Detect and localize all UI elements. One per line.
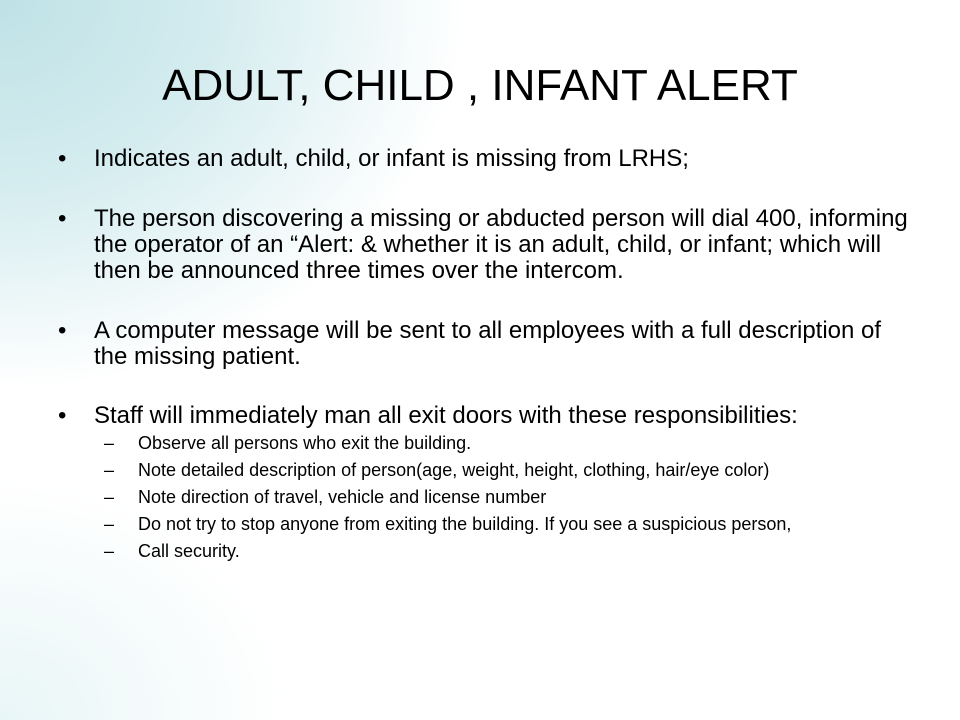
sub-bullet-marker: – xyxy=(104,460,115,480)
bullet-item xyxy=(58,403,918,429)
bullet-list xyxy=(58,146,918,561)
bullet-item xyxy=(58,206,918,284)
bullet-text: The person discovering a missing or abducted person will dial 400, informing the operator of an “Alert: & whether it is an adult, child, or infant; which will then be announced three times over the intercom. xyxy=(94,205,908,284)
slide-title: ADULT, CHILD , INFANT ALERT xyxy=(162,61,798,110)
bullet-item xyxy=(58,318,918,370)
sub-bullet-marker: – xyxy=(104,541,115,561)
sub-bullet-marker: – xyxy=(104,433,115,453)
sub-bullet-list xyxy=(58,433,918,561)
bullet-text: Indicates an adult, child, or infant is missing from LRHS; xyxy=(94,145,689,172)
bullet-marker: • xyxy=(58,317,67,344)
sub-bullet-item xyxy=(104,460,918,480)
sub-bullet-item xyxy=(104,433,918,453)
bullet-marker: • xyxy=(58,205,67,232)
bullet-item xyxy=(58,146,918,172)
sub-bullet-text: Observe all persons who exit the building. xyxy=(138,433,472,453)
bullet-text: A computer message will be sent to all employees with a full description of the missing patient. xyxy=(94,317,882,370)
sub-bullet-text: Note detailed description of person(age, weight, height, clothing, hair/eye color) xyxy=(138,460,770,480)
bullet-marker: • xyxy=(58,145,67,172)
sub-bullet-item xyxy=(104,487,918,507)
sub-bullet-marker: – xyxy=(104,514,115,534)
sub-bullet-text: Note direction of travel, vehicle and license number xyxy=(138,487,547,507)
sub-bullet-item xyxy=(104,541,918,561)
sub-bullet-text: Do not try to stop anyone from exiting the building. If you see a suspicious person, xyxy=(138,514,792,534)
sub-bullet-text: Call security. xyxy=(138,541,240,561)
sub-bullet-item xyxy=(104,514,918,534)
sub-bullet-marker: – xyxy=(104,487,115,507)
bullet-text: Staff will immediately man all exit doors with these responsibilities: xyxy=(94,402,798,429)
bullet-marker: • xyxy=(58,402,67,429)
